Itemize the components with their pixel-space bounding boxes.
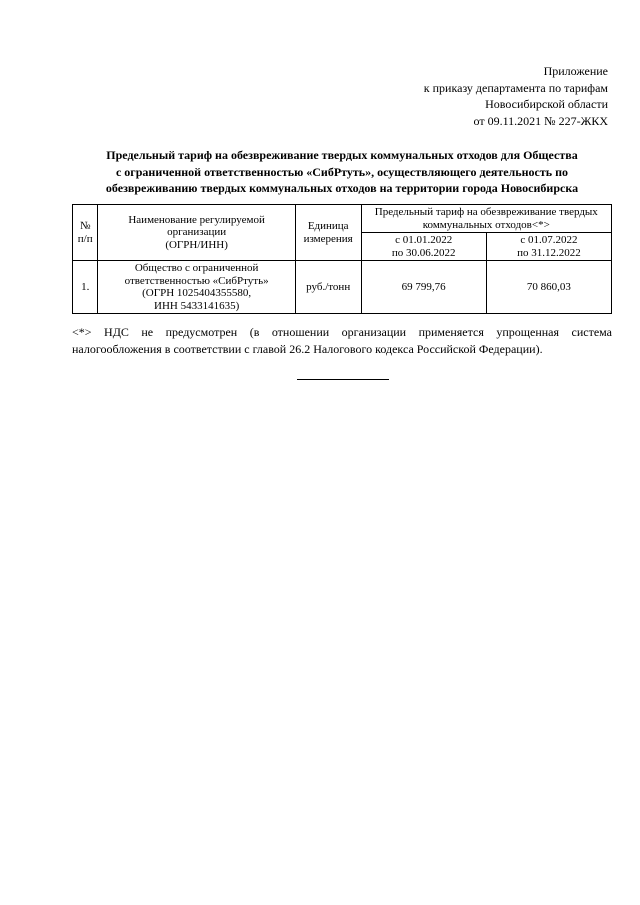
appendix-label: Приложение — [543, 64, 608, 78]
footnote-vat: <*> НДС не предусмотрен (в отношении организации применяется упрощенная система налогообложения в соответствии с главой 26.2 Налогового кодекса Российской Федерации). — [72, 325, 612, 356]
organization-line: (ОГРН 1025404355580, — [142, 287, 252, 299]
cell-organization — [98, 261, 295, 314]
title-line-1: Предельный тариф на обезвреживание твердых коммунальных отходов для Общества — [106, 148, 578, 162]
appendix-order-ref: к приказу департамента по тарифам — [423, 80, 608, 95]
header-number — [73, 205, 98, 261]
cell-unit: руб./тонн — [295, 261, 361, 314]
header-number-line: № — [79, 220, 91, 232]
organization-line: Общество с ограниченной — [134, 262, 259, 274]
header-organization — [98, 205, 295, 261]
header-period-line: по 31.12.2022 — [517, 246, 581, 259]
cell-tariff-period-2: 70 860,03 — [486, 261, 611, 314]
table-row — [73, 261, 612, 314]
cell-number: 1. — [73, 261, 98, 314]
tariff-table — [72, 204, 612, 314]
title-line-2: с ограниченной ответственностью «СибРтуть», осуществляющего деятельность по — [115, 164, 569, 179]
header-period-line: с 01.07.2022 — [520, 234, 578, 246]
header-period-2 — [486, 233, 611, 261]
header-number-line: п/п — [77, 232, 93, 245]
header-period-line: по 30.06.2022 — [391, 246, 456, 259]
header-organization-line: Наименование регулируемой — [128, 213, 265, 226]
table-header-row — [73, 205, 612, 233]
document-title — [72, 147, 612, 197]
header-unit-line: Единица — [307, 220, 349, 232]
header-period-line: с 01.01.2022 — [395, 234, 453, 246]
appendix-region: Новосибирской области — [485, 97, 608, 111]
header-unit-line: измерения — [303, 232, 353, 245]
header-tariff-line: Предельный тариф на обезвреживание твердых — [374, 206, 598, 218]
cell-tariff-period-1: 69 799,76 — [361, 261, 486, 314]
organization-line: ИНН 5433141635) — [154, 299, 240, 312]
appendix-header — [424, 63, 608, 129]
title-line-3: обезвреживанию твердых коммунальных отходов на территории города Новосибирска — [105, 181, 579, 195]
header-organization-line: организации — [167, 226, 227, 239]
header-unit — [295, 205, 361, 261]
closing-rule — [297, 379, 389, 380]
header-tariff-line: коммунальных отходов<*> — [422, 218, 550, 231]
organization-line: ответственностью «СибРтуть» — [124, 274, 269, 287]
header-tariff — [361, 205, 611, 233]
header-period-1 — [361, 233, 486, 261]
header-organization-line: (ОГРН/ИНН) — [165, 238, 228, 251]
appendix-date-number: от 09.11.2021 № 227-ЖКХ — [473, 113, 608, 128]
